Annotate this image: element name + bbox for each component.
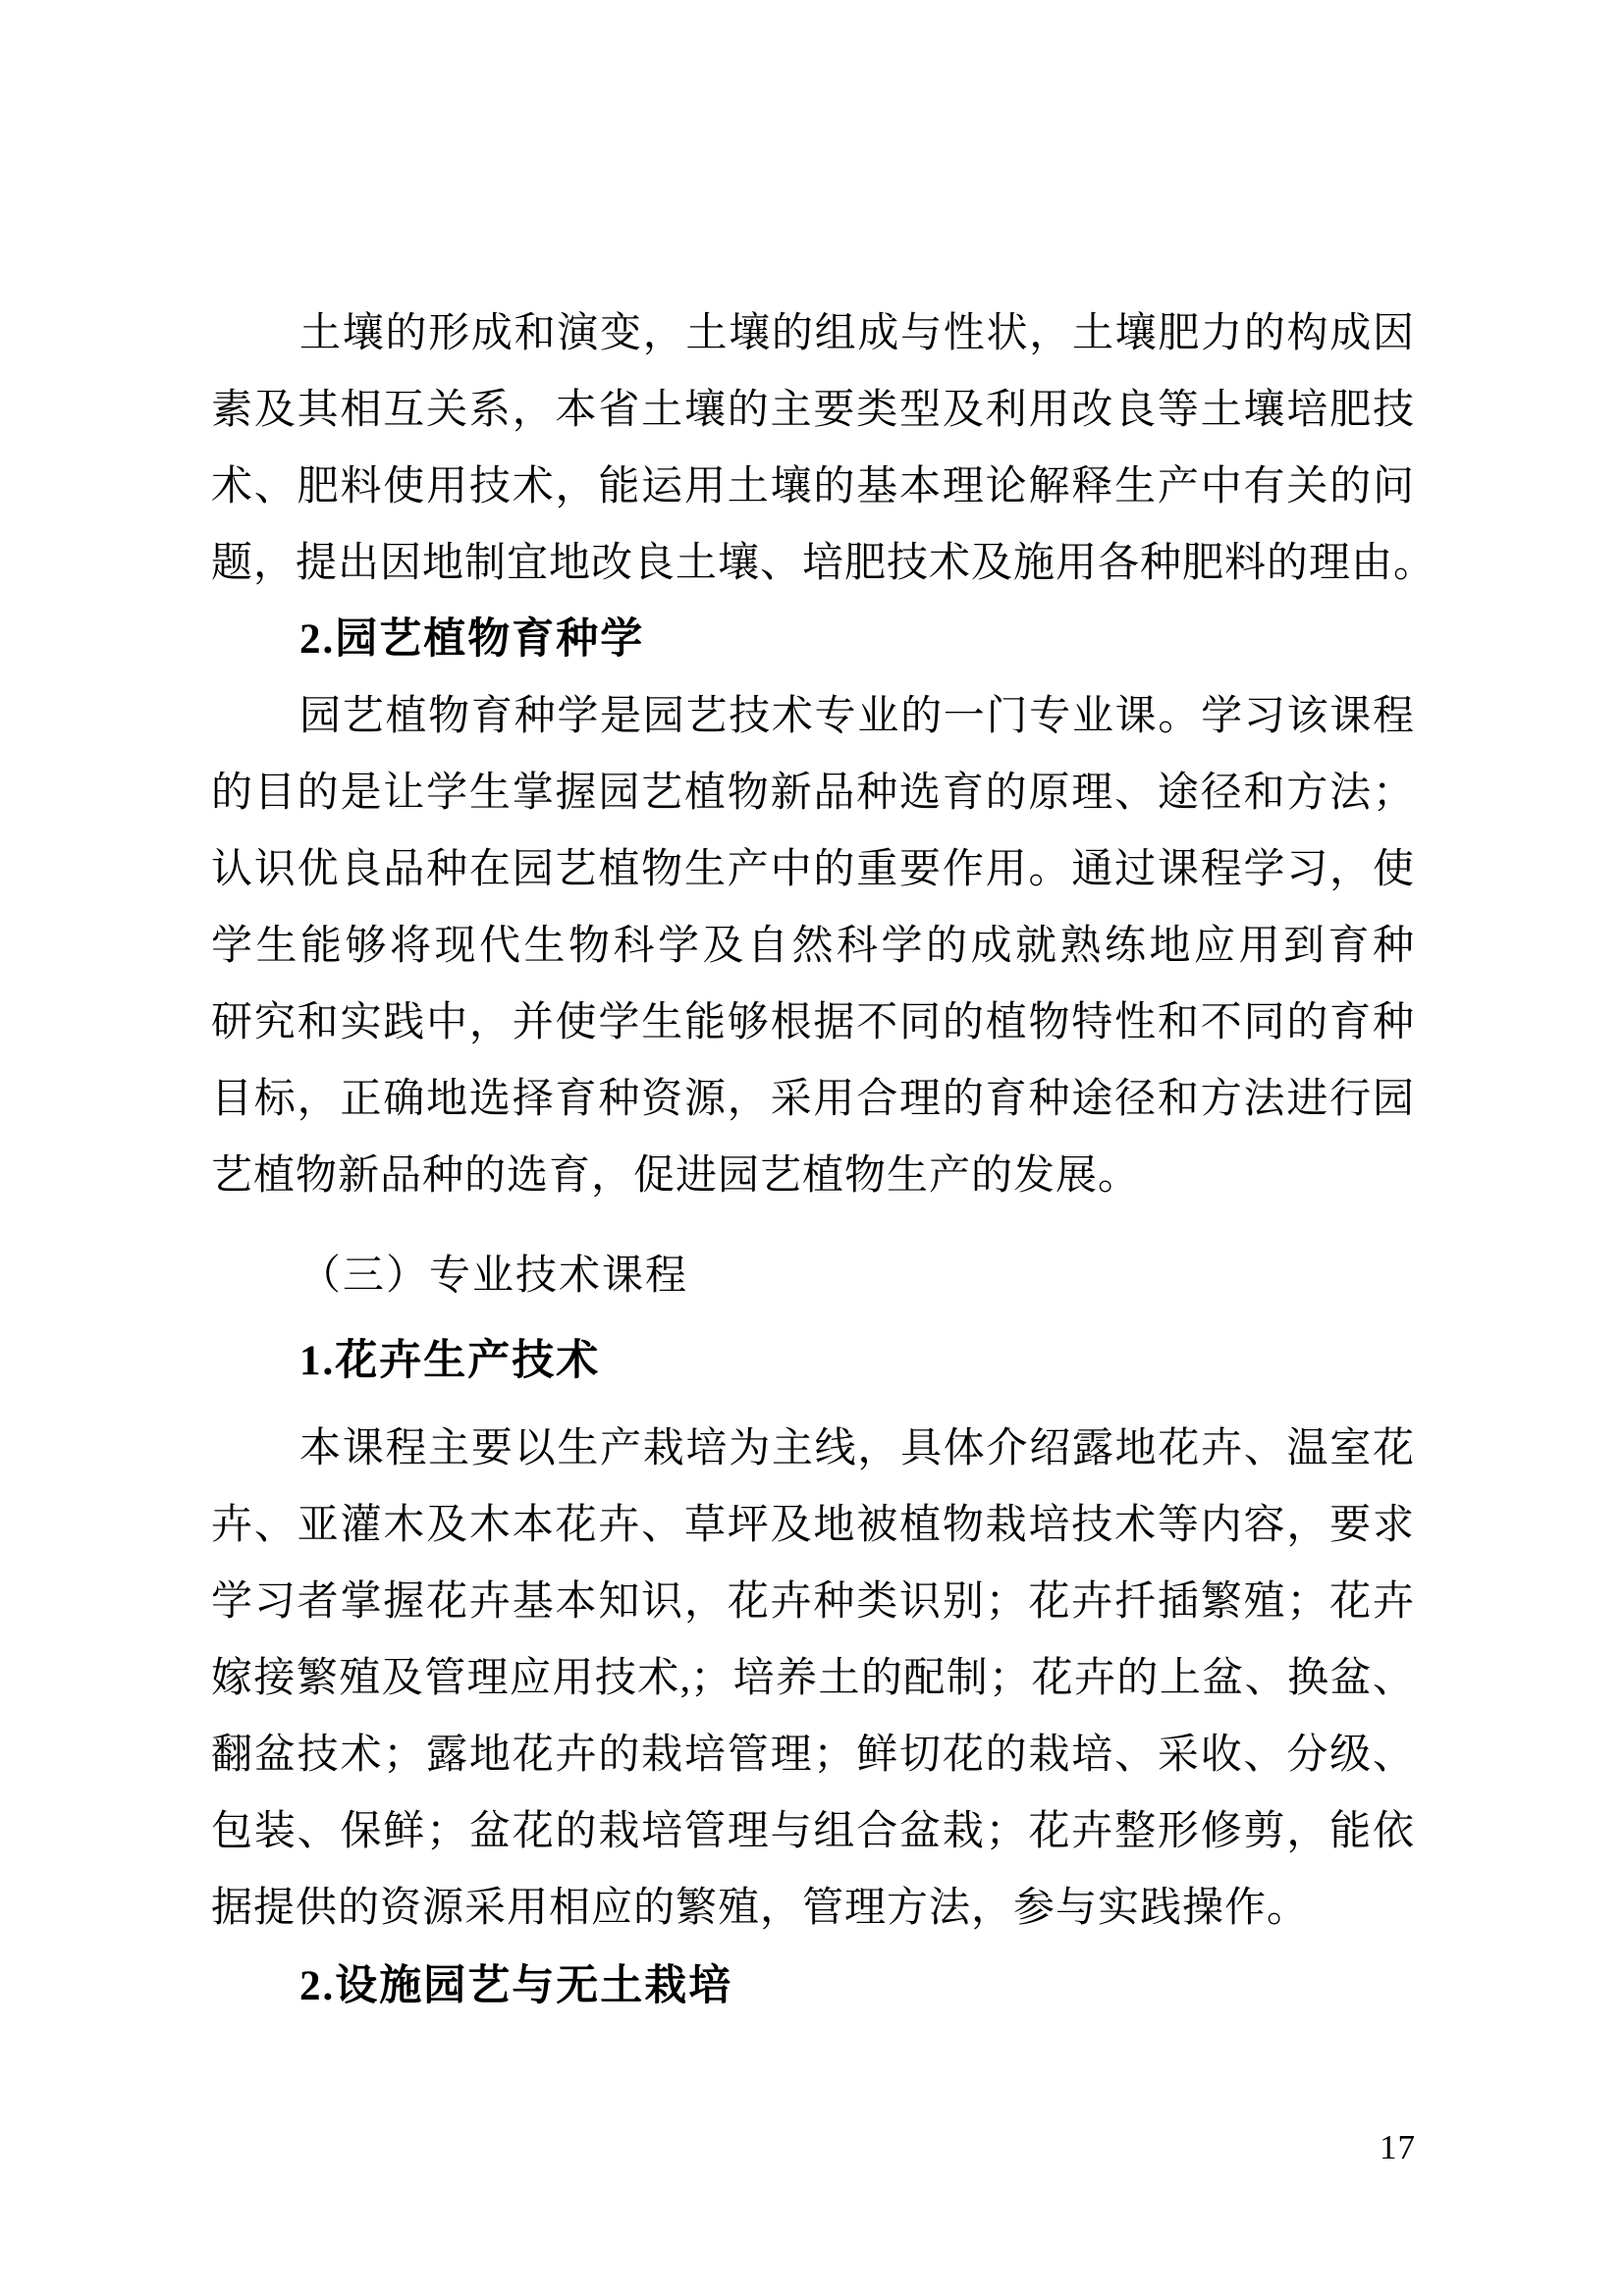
heading-plant-breeding: 2.园艺植物育种学: [299, 616, 645, 663]
paragraph-line: 目标，正确地选择育种资源，采用合理的育种途径和方法进行园: [211, 1077, 1414, 1122]
page-number: 17: [1380, 2128, 1416, 2166]
paragraph-line: 土壤的形成和演变，土壤的组成与性状，土壤肥力的构成因: [299, 311, 1414, 356]
paragraph-line: 学习者掌握花卉基本知识，花卉种类识别；花卉扦插繁殖；花卉: [211, 1579, 1414, 1625]
paragraph-line: 艺植物新品种的选育，促进园艺植物生产的发展。: [211, 1153, 1141, 1199]
paragraph-line: 素及其相互关系，本省土壤的主要类型及利用改良等土壤培肥技: [211, 388, 1414, 433]
paragraph-line: 本课程主要以生产栽培为主线，具体介绍露地花卉、温室花: [299, 1426, 1414, 1471]
heading-facility-horticulture: 2.设施园艺与无土栽培: [299, 1963, 733, 2009]
section-title-technical-courses: （三）专业技术课程: [299, 1254, 689, 1299]
paragraph-line: 的目的是让学生掌握园艺植物新品种选育的原理、途径和方法；: [211, 771, 1414, 816]
paragraph-line: 题，提出因地制宜地改良土壤、培肥技术及施用各种肥料的理由。: [211, 541, 1436, 586]
paragraph-line: 园艺植物育种学是园艺技术专业的一门专业课。学习该课程: [299, 694, 1414, 739]
paragraph-line: 嫁接繁殖及管理应用技术,；培养土的配制；花卉的上盆、换盆、: [211, 1656, 1414, 1701]
paragraph-line: 术、肥料使用技术，能运用土壤的基本理论解释生产中有关的问: [211, 464, 1414, 509]
paragraph-line: 据提供的资源采用相应的繁殖，管理方法，参与实践操作。: [211, 1886, 1310, 1931]
paragraph-line: 研究和实践中，并使学生能够根据不同的植物特性和不同的育种: [211, 1000, 1414, 1045]
heading-flower-production: 1.花卉生产技术: [299, 1338, 601, 1384]
paragraph-line: 认识优良品种在园艺植物生产中的重要作用。通过课程学习，使: [211, 847, 1414, 892]
document-body: [211, 295, 1436, 2025]
paragraph-line: 翻盆技术；露地花卉的栽培管理；鲜切花的栽培、采收、分级、: [211, 1733, 1414, 1778]
paragraph-line: 包装、保鲜；盆花的栽培管理与组合盆栽；花卉整形修剪，能依: [211, 1809, 1414, 1854]
paragraph-line: 卉、亚灌木及木本花卉、草坪及地被植物栽培技术等内容，要求: [211, 1503, 1414, 1548]
paragraph-line: 学生能够将现代生物科学及自然科学的成就熟练地应用到育种: [211, 924, 1414, 969]
